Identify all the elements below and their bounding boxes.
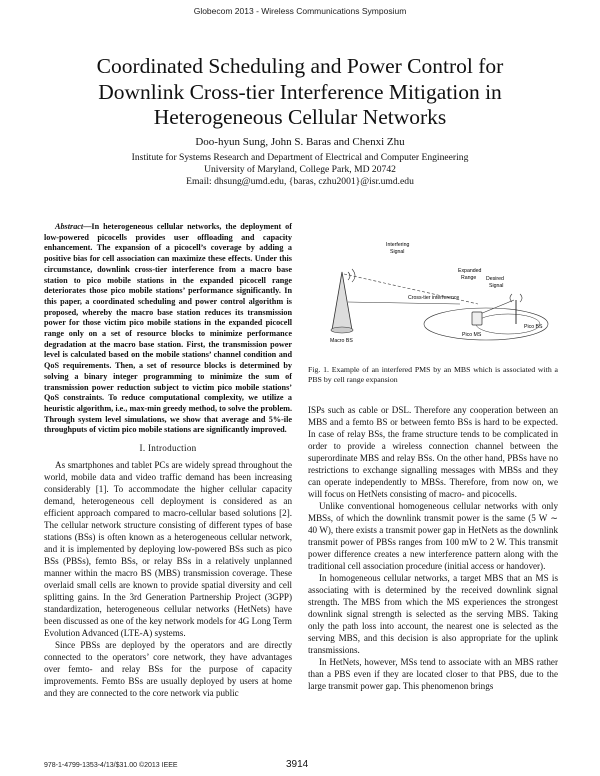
affiliation-line: University of Maryland, College Park, MD 20742 <box>204 163 396 175</box>
paper-title <box>40 54 560 131</box>
pico-ms-icon <box>472 312 482 325</box>
label-range: Range <box>461 275 477 281</box>
label-desired-2: Signal <box>489 283 504 289</box>
title-line: Downlink Cross-tier Interference Mitigation in <box>98 79 502 104</box>
macro-bs-tower-icon <box>332 272 352 330</box>
affiliation-line: Institute for Systems Research and Department of Electrical and Computer Engineering <box>131 151 469 163</box>
author-names: Doo-hyun Sung, John S. Baras and Chenxi Zhu <box>195 136 405 148</box>
running-header: Globecom 2013 - Wireless Communications Symposium <box>193 6 407 16</box>
label-interfering-2: Signal <box>390 249 405 255</box>
title-line: Coordinated Scheduling and Power Control for <box>96 54 504 78</box>
signal-arc-icon <box>352 269 355 282</box>
label-cross-tier: Cross-tier interference <box>408 295 460 301</box>
figure-caption: Fig. 1. Example of an interfered PMS by an MBS which is associated with a PBS by cell range expansion <box>308 365 558 384</box>
figure-diagram <box>308 232 558 352</box>
label-pico-ms: Pico MS <box>462 332 482 338</box>
copyright-footer: 978-1-4799-1353-4/13/$31.00 ©2013 IEEE <box>44 762 178 769</box>
right-column <box>308 404 558 692</box>
body-paragraph: In HetNets, however, MSs tend to associate with an MBS rather than a PBS even if they are located closer to that PBS, due to the large transmit power gap. This phenomenon brings <box>308 657 558 691</box>
signal-arc-icon <box>520 294 522 302</box>
desired-signal-arrow <box>480 300 514 314</box>
author-block <box>0 136 600 188</box>
label-interfering: Interfering <box>386 242 410 248</box>
abstract-lead: Abstract <box>55 222 84 231</box>
macro-bs-base-icon <box>331 327 353 333</box>
label-macro-bs: Macro BS <box>330 338 353 344</box>
abstract-text: —In heterogeneous cellular networks, the deployment of low-powered picocells provides user offloading and capacity enhancement. The expansion of a picocell’s coverage by adding a positive bias for cell association can maximize these effects. Under this circumstance, downlink cross-tier interference from a macro base station to pico mobile stations in the expanded picocell range deteriorates those pico mobile stations’ performance significantly. In this paper, a coordinated scheduling and power control algorithm is proposed, whereby the macro base station reduces its transmission power for those victim pico mobile stations in the expanded picocell range only on a set of resource blocks to minimize performance degradation at the macro base station. First, the transmission power level is calculated based on the mobile stations’ channel condition and QoS requirements. Then, a set of resource blocks is determined by solving a binary integer programming to minimize the sum of transmission power reduction subject to victim pico mobile stations’ QoS constraints. To reduce computational complexity, we utilize a heuristic algorithm, i.e., max-min greedy method, to solve the problem. Through system level simulations, we show that average and 5%-ile throughputs of victim pico mobile stations are significantly improved. <box>44 222 292 435</box>
title-line: Heterogeneous Cellular Networks <box>153 105 447 129</box>
cross-tier-arrow <box>348 302 460 304</box>
signal-arc-icon <box>348 272 350 280</box>
body-paragraph: Unlike conventional homogeneous cellular networks with only MBSs, of which the downlink transmit power is the same (5 W ∼ 40 W), there exists a transmit power gap in HetNets as the downlink transmit power of PBSs ranges from 100 mW to 2 W. This transmit power difference creates a new interference pattern along with the traditional cell association procedure (initial access or handover). <box>308 501 558 571</box>
label-expanded: Expanded <box>458 268 482 274</box>
email-line: Email: dhsung@umd.edu, {baras, czhu2001}@isr.umd.edu <box>186 175 414 187</box>
label-desired: Desired <box>486 276 504 282</box>
body-paragraph: ISPs such as cable or DSL. Therefore any cooperation between an MBS and a femto BS or between femto BSs is hard to be expected. In case of relay BSs, the frame structure tends to be complicated in order to provide a wireless connection channel between the superordinate MBS and relay BSs. On the other hand, PBSs have no restrictions to exchange signalling messages with MBSs and they can operate independently to MBSs. Therefore, from now on, we will focus on HetNets consisting of macro- and picocells. <box>308 405 558 499</box>
body-paragraph: In homogeneous cellular networks, a target MBS that an MS is associating with is determined by the received downlink signal strength. The MBS from which the MS experiences the strongest downlink signal strength is selected as the serving MBS. Taking only the path loss into account, the nearest one is selected as the serving MBS, and this decision is also appropriate for the uplink transmissions. <box>308 573 558 655</box>
section-heading: I. Introduction <box>139 443 197 454</box>
abstract <box>44 222 292 436</box>
body-paragraph: As smartphones and tablet PCs are widely spread throughout the world, mobile data and video traffic demand has been increasing considerably [1]. To accommodate the higher cellular capacity demand, heterogeneous cell deployment is considered as an efficient approach compared to macro-cellular based solutions [2]. The cellular network structure consisting of different types of base stations (BSs) is often known as a heterogeneous cellular network, and it is implemented by deploying low-powered BSs such as pico BSs (PBSs), femto BSs, or relay BSs in a relatively unplanned manner within the macro BS (MBS) transmission coverage. These overlaid small cells are known to provide spatial diversity and cell splitting gains. In the 3rd Generation Partnership Project (3GPP) standardization, heterogeneous cellular networks (HetNets) have been discussed as one of the key network models for 4G Long Term Evolution Advanced (LTE-A) systems. <box>44 460 292 639</box>
left-column <box>44 222 292 699</box>
figure-1 <box>308 232 558 352</box>
label-pico-bs: Pico BS <box>524 324 543 330</box>
page-number: 3914 <box>286 759 309 770</box>
body-paragraph: Since PBSs are deployed by the operators and are directly connected to the operators’ core network, they have advantages over femto- and relay BSs for the purpose of capacity improvements. Femto BSs are usually deployed by users at home and they are connected to the core network via public <box>44 640 292 699</box>
